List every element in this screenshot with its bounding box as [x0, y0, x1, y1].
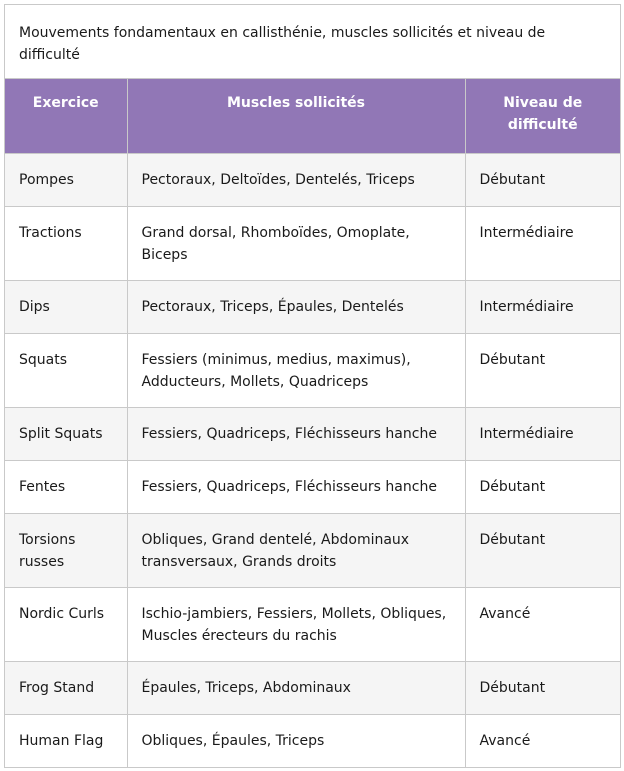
cell-exercise: Split Squats: [5, 407, 127, 460]
cell-level: Avancé: [465, 587, 620, 661]
cell-exercise: Squats: [5, 333, 127, 407]
cell-level: Intermédiaire: [465, 407, 620, 460]
cell-level: Intermédiaire: [465, 206, 620, 280]
cell-muscles: Fessiers (minimus, medius, maximus), Adducteurs, Mollets, Quadriceps: [127, 333, 465, 407]
exercise-table-container: [4, 4, 621, 768]
cell-exercise: Nordic Curls: [5, 587, 127, 661]
table-row: [5, 714, 620, 767]
cell-muscles: Fessiers, Quadriceps, Fléchisseurs hanche: [127, 460, 465, 513]
cell-exercise: Torsions russes: [5, 513, 127, 587]
table-row: [5, 661, 620, 714]
header-exercise: Exercice: [5, 79, 127, 153]
cell-muscles: Obliques, Épaules, Triceps: [127, 714, 465, 767]
cell-muscles: Épaules, Triceps, Abdominaux: [127, 661, 465, 714]
exercise-table: [5, 79, 620, 767]
cell-level: Débutant: [465, 460, 620, 513]
cell-muscles: Pectoraux, Deltoïdes, Dentelés, Triceps: [127, 153, 465, 206]
cell-muscles: Pectoraux, Triceps, Épaules, Dentelés: [127, 280, 465, 333]
table-caption: Mouvements fondamentaux en callisthénie, muscles sollicités et niveau de difficulté: [5, 5, 620, 79]
table-row: [5, 206, 620, 280]
cell-exercise: Pompes: [5, 153, 127, 206]
table-row: [5, 460, 620, 513]
cell-muscles: Ischio-jambiers, Fessiers, Mollets, Obliques, Muscles érecteurs du rachis: [127, 587, 465, 661]
cell-exercise: Fentes: [5, 460, 127, 513]
cell-exercise: Dips: [5, 280, 127, 333]
table-row: [5, 280, 620, 333]
table-row: [5, 153, 620, 206]
header-row: [5, 79, 620, 153]
table-row: [5, 587, 620, 661]
table-row: [5, 333, 620, 407]
cell-muscles: Obliques, Grand dentelé, Abdominaux transversaux, Grands droits: [127, 513, 465, 587]
header-level: Niveau de difficulté: [465, 79, 620, 153]
cell-level: Avancé: [465, 714, 620, 767]
cell-exercise: Tractions: [5, 206, 127, 280]
cell-muscles: Grand dorsal, Rhomboïdes, Omoplate, Biceps: [127, 206, 465, 280]
cell-exercise: Frog Stand: [5, 661, 127, 714]
cell-level: Débutant: [465, 153, 620, 206]
cell-level: Intermédiaire: [465, 280, 620, 333]
cell-level: Débutant: [465, 333, 620, 407]
table-row: [5, 407, 620, 460]
table-row: [5, 513, 620, 587]
header-muscles: Muscles sollicités: [127, 79, 465, 153]
cell-level: Débutant: [465, 661, 620, 714]
cell-level: Débutant: [465, 513, 620, 587]
cell-exercise: Human Flag: [5, 714, 127, 767]
cell-muscles: Fessiers, Quadriceps, Fléchisseurs hanche: [127, 407, 465, 460]
